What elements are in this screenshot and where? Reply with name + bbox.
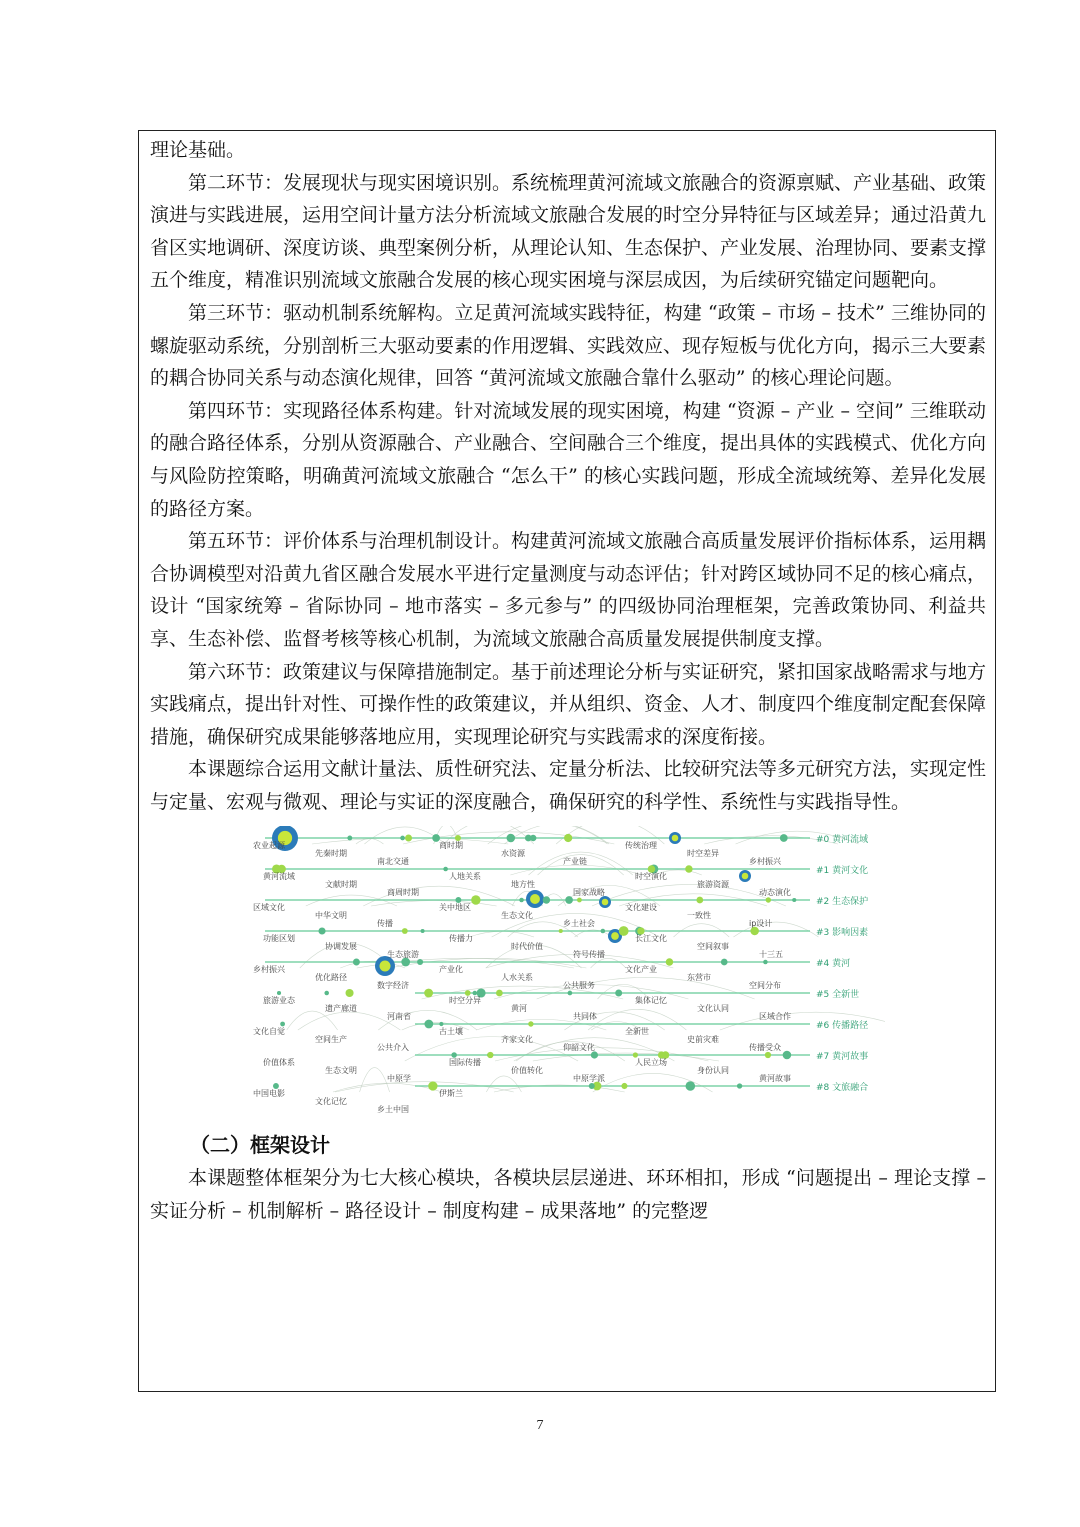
- keyword-label: 旅游业态: [263, 996, 295, 1006]
- keyword-node: [685, 866, 692, 873]
- keyword-label: 价值体系: [263, 1058, 295, 1068]
- keyword-node: [766, 898, 771, 903]
- keyword-node: [621, 1083, 627, 1089]
- keyword-label: 乡土社会: [563, 919, 595, 929]
- paragraph-0: 理论基础。: [150, 139, 246, 161]
- keyword-label: 空间叙事: [697, 942, 729, 952]
- keyword-node: [666, 959, 673, 966]
- keyword-label: 长江文化: [635, 934, 667, 944]
- keyword-label: 文化建设: [625, 903, 657, 913]
- cluster-label: #3 影响因素: [816, 928, 869, 939]
- keyword-label: 国际传播: [449, 1058, 481, 1068]
- keyword-label: 水资源: [501, 849, 525, 859]
- keyword-timeline-figure: [245, 826, 885, 1126]
- link-arc: [360, 1068, 390, 1092]
- keyword-node: [589, 1083, 595, 1089]
- keyword-label: 人地关系: [449, 872, 481, 882]
- keyword-node: [780, 835, 788, 843]
- keyword-label: 区域文化: [253, 903, 285, 913]
- keyword-label: 时空差异: [687, 849, 719, 859]
- paragraph-3: 第四环节：实现路径体系构建。针对流域发展的现实困境，构建 “资源 – 产业 – 空间” 三维联动的融合路径体系，分别从资源融合、产业融合、空间融合三个维度，提出具体的实践模式、优化方向与风险防控策略，明确黄河流域文旅融合 “怎么干” 的核心实践问题，形成全流域统筹、差异化发展的路径方案。: [150, 399, 987, 520]
- keyword-label: 黄河故事: [759, 1074, 791, 1084]
- keyword-node-core: [672, 835, 679, 842]
- keyword-node: [591, 1052, 598, 1059]
- keyword-node: [318, 928, 325, 935]
- keyword-node: [737, 1084, 742, 1089]
- keyword-node: [543, 897, 550, 904]
- keyword-label: 地方性: [511, 880, 535, 890]
- keyword-label: 公共服务: [563, 981, 595, 991]
- keyword-label: 国家战略: [573, 888, 605, 898]
- cluster-label: #2 生态保护: [816, 897, 869, 908]
- keyword-node: [496, 990, 503, 997]
- keyword-label: 产业化: [439, 965, 463, 975]
- keyword-timeline-svg: [245, 826, 885, 1126]
- keyword-node: [417, 959, 423, 965]
- keyword-label: 数字经济: [377, 981, 409, 991]
- keyword-node: [443, 867, 448, 872]
- keyword-node: [763, 960, 768, 965]
- keyword-label: 中原学派: [573, 1074, 605, 1084]
- keyword-label: 公共介入: [377, 1043, 409, 1053]
- keyword-label: 乡村振兴: [253, 965, 285, 975]
- keyword-node: [530, 835, 537, 842]
- keyword-node: [565, 897, 573, 905]
- keyword-label: 时代价值: [511, 942, 543, 952]
- keyword-label: 生态旅游: [387, 950, 419, 960]
- link-arc: [591, 959, 626, 969]
- paragraph-2: 第三环节：驱动机制系统解构。立足黄河流域实践特征，构建 “政策 – 市场 – 技术” 三维协同的螺旋驱动系统，分别剖析三大驱动要素的作用逻辑、实践效应、现存短板与优化方向，揭示三大要素的耦合协同关系与动态演化规律，回答 “黄河流域文旅融合靠什么驱动” 的核心理论问题。: [150, 301, 987, 390]
- keyword-node-core: [742, 873, 749, 880]
- keyword-node: [439, 1022, 443, 1026]
- keyword-node: [519, 898, 524, 903]
- keyword-node-core: [611, 933, 619, 941]
- keyword-node: [528, 1022, 533, 1027]
- keyword-node: [783, 1051, 792, 1060]
- keyword-label: 区域合作: [759, 1012, 791, 1022]
- keyword-node: [405, 835, 412, 842]
- page-content: [150, 134, 986, 1228]
- keyword-label: 文化记忆: [315, 1097, 347, 1107]
- keyword-node: [353, 959, 360, 966]
- keyword-label: 农业起源: [253, 841, 285, 851]
- keyword-label: 乡土中国: [377, 1105, 409, 1115]
- keyword-label: 生态文化: [501, 911, 533, 921]
- keyword-node: [765, 1052, 771, 1058]
- keyword-node: [277, 991, 281, 995]
- keyword-label: 一致性: [687, 911, 711, 921]
- keyword-label: 伊斯兰: [439, 1089, 463, 1099]
- keyword-label: 共同体: [573, 1012, 597, 1022]
- keyword-label: 黄河流域: [263, 872, 295, 882]
- keyword-label: 仰韶文化: [563, 1043, 595, 1053]
- keyword-node: [400, 836, 405, 841]
- keyword-label: 文化产业: [625, 965, 657, 975]
- keyword-node: [487, 1052, 493, 1058]
- keyword-label: 文化自觉: [253, 1027, 285, 1037]
- keyword-label: 东营市: [687, 973, 711, 983]
- keyword-label: 史前灾难: [687, 1035, 719, 1045]
- keyword-label: 中华文明: [315, 911, 347, 921]
- keyword-node: [686, 1082, 696, 1092]
- keyword-node: [507, 834, 516, 843]
- keyword-label: 传统治理: [625, 841, 657, 851]
- keyword-node: [421, 929, 425, 933]
- keyword-label: 遗产廊道: [325, 1004, 357, 1014]
- keyword-label: 时空演化: [635, 872, 667, 882]
- keyword-node: [633, 1053, 638, 1058]
- keyword-label: 协调发展: [325, 942, 357, 952]
- keyword-label: 乡村振兴: [749, 857, 781, 867]
- keyword-node: [564, 834, 572, 842]
- keyword-label: 空间生产: [315, 1035, 347, 1045]
- cluster-label: #8 文旅融合: [816, 1083, 869, 1094]
- keyword-label: 古土壤: [439, 1027, 463, 1037]
- keyword-label: ip设计: [749, 919, 773, 929]
- keyword-label: 全新世: [625, 1027, 649, 1037]
- keyword-label: 齐家文化: [501, 1035, 533, 1045]
- paragraph-5: 第六环节：政策建议与保障措施制定。基于前述理论分析与实证研究，紧扣国家战略需求与地方实践痛点，提出针对性、可操作性的政策建议，并从组织、资金、人才、制度四个维度制定配套保障措施，确保研究成果能够落地应用，实现理论研究与实践需求的深度衔接。: [150, 660, 987, 748]
- cluster-label: #7 黄河故事: [816, 1052, 869, 1063]
- page-number: 7: [536, 1418, 544, 1433]
- keyword-label: 集体记忆: [635, 996, 667, 1006]
- keyword-node: [721, 959, 728, 966]
- keyword-node: [424, 1020, 433, 1029]
- keyword-node-core: [380, 961, 391, 972]
- keyword-label: 黄河: [511, 1004, 527, 1014]
- keyword-label: 价值转化: [511, 1066, 543, 1076]
- keyword-label: 商时期: [439, 841, 463, 851]
- keyword-label: 动态演化: [759, 888, 791, 898]
- keyword-node: [559, 929, 563, 933]
- keyword-node: [473, 991, 478, 996]
- keyword-label: 功能区划: [263, 934, 295, 944]
- keyword-label: 传播力: [449, 934, 473, 944]
- cluster-label: #1 黄河文化: [816, 866, 869, 877]
- keyword-node: [568, 991, 573, 996]
- keyword-label: 传播: [377, 919, 393, 929]
- link-arc: [488, 826, 609, 844]
- keyword-node: [696, 897, 703, 904]
- section-heading: （二）框架设计: [190, 1133, 330, 1158]
- keyword-node-core: [602, 899, 609, 906]
- keyword-label: 优化路径: [315, 973, 347, 983]
- keyword-label: 人民立场: [635, 1058, 667, 1068]
- keyword-node: [451, 1053, 456, 1058]
- keyword-label: 生态文明: [325, 1066, 357, 1076]
- paragraph-6: 本课题综合运用文献计量法、质性研究法、定量分析法、比较研究法等多元研究方法，实现定性与定量、宏观与微观、理论与实证的深度融合，确保研究的科学性、系统性与实践指导性。: [150, 758, 987, 813]
- keyword-node: [424, 989, 433, 998]
- keyword-label: 产业链: [563, 857, 587, 867]
- closing-paragraph: 本课题整体框架分为七大核心模块，各模块层层递进、环环相扣，形成 “问题提出 – 理论支撑 – 实证分析 – 机制解析 – 路径设计 – 制度构建 – 成果落地” 的完整逻: [150, 1167, 986, 1223]
- link-arc: [733, 923, 818, 938]
- keyword-node: [280, 1022, 285, 1027]
- keyword-label: 传播受众: [749, 1043, 781, 1053]
- keyword-label: 时空分异: [449, 996, 481, 1006]
- keyword-node: [428, 1082, 437, 1091]
- cluster-label: #6 传播路径: [816, 1021, 869, 1032]
- keyword-node-core: [530, 895, 540, 905]
- keyword-label: 中国电影: [253, 1089, 285, 1099]
- keyword-label: 十三五: [759, 950, 783, 960]
- keyword-node: [324, 991, 329, 996]
- paragraph-1: 第二环节：发展现状与现实困境识别。系统梳理黄河流域文旅融合的资源禀赋、产业基础、政策演进与实践进展，运用空间计量方法分析流域文旅融合发展的时空分异特征与区域差异；通过沿黄九省区实地调研、深度访谈、典型案例分析，从理论认知、生态保护、产业发展、治理协同、要素支撑五个维度，精准识别流域文旅融合发展的核心现实困境与深层成因，为后续研究锚定问题靶向。: [150, 171, 987, 292]
- cluster-label: #0 黄河流域: [816, 835, 869, 846]
- keyword-node: [402, 929, 408, 935]
- keyword-node: [601, 929, 606, 934]
- keyword-node: [619, 927, 629, 937]
- keyword-label: 河南省: [387, 1012, 411, 1022]
- keyword-node: [792, 898, 796, 902]
- keyword-label: 空间分布: [749, 981, 781, 991]
- keyword-label: 身份认同: [697, 1066, 729, 1076]
- link-arc: [298, 1013, 400, 1031]
- keyword-label: 商周时期: [387, 888, 419, 898]
- keyword-node: [347, 836, 352, 841]
- keyword-node: [471, 896, 480, 905]
- keyword-label: 符号传播: [573, 950, 605, 960]
- keyword-label: 人水关系: [501, 973, 533, 983]
- keyword-label: 文化认同: [697, 1004, 729, 1014]
- keyword-node: [346, 989, 354, 997]
- paragraph-4: 第五环节：评价体系与治理机制设计。构建黄河流域文旅融合高质量发展评价指标体系，运用耦合协调模型对沿黄九省区融合发展水平进行定量测度与动态评估；针对跨区域协同不足的核心痛点，设计 “国家统筹 – 省际协同 – 地市落实 – 多元参与” 的四级协同治理框架，完善政策协同、利益共享、生态补偿、监督考核等核心机制，为流域文旅融合高质量发展提供制度支撑。: [150, 530, 987, 650]
- keyword-label: 文献时期: [325, 880, 357, 890]
- link-arc: [364, 827, 445, 844]
- keyword-label: 旅游资源: [697, 880, 729, 890]
- keyword-node: [750, 927, 759, 936]
- cluster-label: #4 黄河: [816, 959, 851, 970]
- link-arc: [469, 932, 534, 938]
- keyword-label: 中原学: [387, 1074, 411, 1084]
- keyword-node: [577, 898, 582, 903]
- link-arc: [287, 1012, 338, 1031]
- cluster-label: #5 全新世: [816, 990, 860, 1001]
- keyword-label: 关中地区: [439, 903, 471, 913]
- link-arc: [504, 826, 607, 844]
- keyword-label: 南北交通: [377, 857, 409, 867]
- keyword-label: 先秦时期: [315, 849, 347, 859]
- keyword-node: [615, 990, 622, 997]
